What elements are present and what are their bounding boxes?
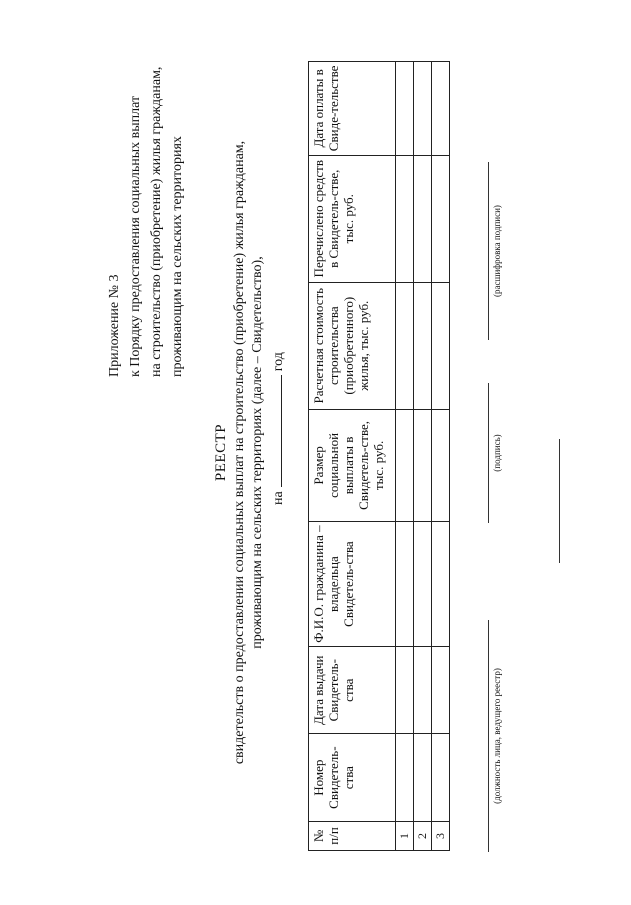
decode-signature-line	[487, 162, 489, 340]
appendix-block	[104, 0, 188, 377]
table-cell	[414, 734, 432, 821]
table-cell	[432, 282, 450, 409]
table-cell	[414, 647, 432, 734]
table-cell	[414, 155, 432, 282]
header-certificate-number: Номер Свидетель-ства	[309, 734, 396, 821]
registry-subtitle-line1: свидетельств о предоставлении социальных выплат на строительство (приобретение) жилья гражданам,	[232, 140, 247, 765]
appendix-line: к Порядку предоставления социальных выплат	[128, 95, 143, 377]
header-number: № п/п	[309, 821, 396, 850]
table-cell	[432, 522, 450, 647]
table-cell	[396, 647, 414, 734]
table-cell	[432, 409, 450, 521]
table-cell	[432, 155, 450, 282]
appendix-line: проживающим на сельских территориях	[170, 136, 185, 377]
registry-subtitle-line2: проживающим на сельских территориях (далее – Свидетельство),	[250, 256, 265, 649]
table-cell	[414, 409, 432, 521]
registry-title: РЕЕСТР	[213, 423, 229, 482]
decode-caption: (расшифровка подписи)	[492, 205, 502, 297]
table-cell	[432, 62, 450, 156]
signature-line	[487, 383, 489, 523]
table-cell: 2	[414, 821, 432, 850]
table-header-row	[309, 62, 396, 851]
table-cell	[432, 734, 450, 821]
header-issue-date: Дата выдачи Свидетель-ства	[309, 647, 396, 734]
extra-line	[558, 439, 560, 563]
date-suffix: год	[271, 352, 286, 372]
registry-table	[308, 61, 450, 851]
table-cell: 3	[432, 821, 450, 850]
appendix-line: на строительство (приобретение) жилья гражданам,	[149, 66, 164, 377]
signature-caption: (подпись)	[492, 434, 502, 472]
header-estimated-cost: Расчетная стоимость строительства (приобретенного) жилья, тыс. руб.	[309, 282, 396, 409]
table-cell	[414, 282, 432, 409]
table-row	[396, 62, 414, 851]
header-payment-date: Дата оплаты в Свиде-тельстве	[309, 62, 396, 156]
year-blank-field	[269, 375, 282, 487]
table-cell	[414, 62, 432, 156]
table-cell	[396, 62, 414, 156]
table-row	[414, 62, 432, 851]
table-cell	[396, 522, 414, 647]
table-cell	[396, 282, 414, 409]
position-signature-line	[487, 620, 489, 852]
header-payment-size: Размер социальной выплаты в Свидетель-стве, тыс. руб.	[309, 409, 396, 521]
registry-date-line	[269, 352, 287, 505]
date-prefix: на	[271, 491, 286, 505]
table-row	[432, 62, 450, 851]
table-cell	[432, 647, 450, 734]
table-cell	[396, 734, 414, 821]
header-holder-name: Ф.И.О. гражданина – владельца Свидетель-ства	[309, 522, 396, 647]
table-cell	[396, 155, 414, 282]
appendix-line: Приложение № 3	[107, 274, 122, 377]
header-transferred-funds: Перечислено средств в Свидетель-стве, тыс. руб.	[309, 155, 396, 282]
table-cell: 1	[396, 821, 414, 850]
position-caption: (должность лица, ведущего реестр)	[492, 668, 502, 804]
table-cell	[396, 409, 414, 521]
table-cell	[414, 522, 432, 647]
